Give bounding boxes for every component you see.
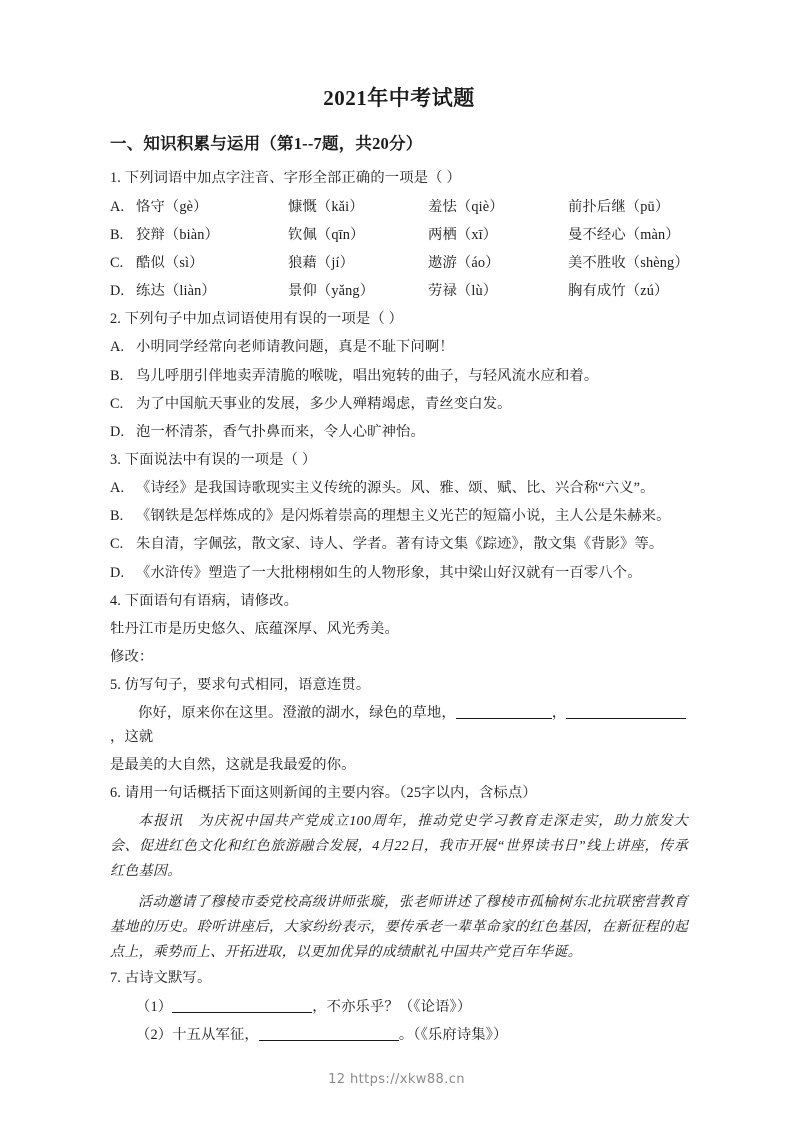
option-text: 《钢铁是怎样炼成的》是闪烁着崇高的理想主义光芒的短篇小说，主人公是朱赫来。 <box>136 508 671 525</box>
word-3: 两栖（xī） <box>428 226 498 243</box>
question-1-option-b[interactable] <box>110 224 688 247</box>
word-4: 胸有成竹（zú） <box>568 283 669 300</box>
option-text: 为了中国航天事业的发展，多少人殚精竭虑，青丝变白发。 <box>136 395 512 412</box>
word-1: 酷似（sì） <box>136 254 204 271</box>
option-label: C. <box>110 254 124 271</box>
word-1: 练达（liàn） <box>136 283 216 300</box>
question-4-text: 下面语句有语病，请修改。 <box>124 592 299 609</box>
question-4-answer-prompt[interactable]: 修改： <box>110 649 154 666</box>
word-3: 劳禄（lù） <box>428 283 498 300</box>
question-3-option-d[interactable] <box>110 562 688 585</box>
question-7-stem <box>110 967 688 990</box>
question-5-stem <box>110 674 688 697</box>
footer-watermark: 12 https://xkw88.cn <box>328 1072 465 1087</box>
option-text: 泡一杯清茶，香气扑鼻而来，令人心旷神怡。 <box>136 423 425 440</box>
page-content <box>110 86 688 1052</box>
question-7-blank-2[interactable] <box>259 1040 399 1041</box>
question-5-blank-2[interactable] <box>566 718 686 719</box>
word-4: 美不胜收（shèng） <box>568 254 689 271</box>
question-7-item-1 <box>110 996 688 1019</box>
question-3-option-a[interactable] <box>110 477 688 500</box>
word-3: 遨游（áo） <box>428 254 500 271</box>
word-2: 慷慨（kǎi） <box>288 198 364 215</box>
question-2-option-d[interactable] <box>110 421 688 444</box>
question-7-number: 7. <box>110 970 122 987</box>
question-5-body-line-2: 是最美的大自然，这就是我最爱的你。 <box>110 756 356 773</box>
word-columns <box>136 196 688 219</box>
question-1-option-d[interactable] <box>110 280 688 303</box>
question-1-option-a[interactable] <box>110 196 688 219</box>
question-6-stem <box>110 782 688 805</box>
question-7-text: 古诗文默写。 <box>124 970 212 987</box>
option-text: 《诗经》是我国诗歌现实主义传统的源头。风、雅、颂、赋、比、兴合称“六义”。 <box>136 480 655 497</box>
question-1-number: 1. <box>110 170 122 187</box>
question-5-blank-1[interactable] <box>456 718 552 719</box>
word-1: 狡辩（biàn） <box>136 226 220 243</box>
option-label: A. <box>110 198 125 215</box>
news-paragraph-1: 本报讯 为庆祝中国共产党成立100周年，推动党史学习教育走深走实，助力旅发大会、促进红色文化和红色旅游融合发展，4月22日，我市开展“世界读书日”线上讲座，传承红色基因。 <box>110 814 688 879</box>
question-4-stem <box>110 590 688 613</box>
option-text: 朱自清，字佩弦，散文家、诗人、学者。著有诗文集《踪迹》，散文集《背影》等。 <box>136 536 664 553</box>
question-5-body-part-3: ，这就 <box>110 728 154 745</box>
question-1-option-c[interactable] <box>110 252 688 275</box>
question-2-option-b[interactable] <box>110 365 688 388</box>
word-2: 景仰（yǎng） <box>288 283 375 300</box>
question-4-sentence: 牡丹江市是历史悠久、底蕴深厚、风光秀美。 <box>110 620 399 637</box>
question-7-blank-1[interactable] <box>172 1012 312 1013</box>
word-columns <box>136 224 688 247</box>
section-heading: 一、知识积累与运用（第1--7题，共20分） <box>110 134 423 154</box>
sub-item-prefix: （2） <box>136 1026 173 1043</box>
option-label: A. <box>110 339 125 356</box>
word-1: 恪守（gè） <box>136 198 208 215</box>
sub-item-after: ，不亦乐乎？（《论语》） <box>312 998 472 1015</box>
option-label: A. <box>110 480 125 497</box>
question-5-text: 仿写句子，要求句式相同，语意连贯。 <box>124 677 371 694</box>
question-6-text: 请用一句话概括下面这则新闻的主要内容。（25字以内，含标点） <box>124 784 537 801</box>
word-3: 羞怯（qiè） <box>428 198 504 215</box>
sub-item-prefix: （1） <box>136 998 173 1015</box>
question-5-separator: ， <box>551 705 567 722</box>
option-text: 鸟儿呼朋引伴地卖弄清脆的喉咙，唱出宛转的曲子，与轻风流水应和着。 <box>136 367 599 384</box>
question-6-number: 6. <box>110 784 122 801</box>
option-text: 《水浒传》塑造了一大批栩栩如生的人物形象，其中梁山好汉就有一百零八个。 <box>136 564 642 581</box>
question-1-text: 下列词语中加点字注音、字形全部正确的一项是（ ） <box>124 170 461 187</box>
question-1-stem <box>110 167 688 190</box>
option-text: 小明同学经常向老师请教问题，真是不耻下问啊！ <box>136 339 454 356</box>
question-3-option-c[interactable] <box>110 533 688 556</box>
option-label: B. <box>110 226 124 243</box>
question-2-option-a[interactable] <box>110 336 688 359</box>
word-columns <box>136 280 688 303</box>
option-label: D. <box>110 564 125 581</box>
question-2-text: 下列句子中加点词语使用有误的一项是（ ） <box>124 311 403 328</box>
question-2-stem <box>110 308 688 331</box>
sub-item-before: 十五从军征， <box>172 1026 259 1043</box>
question-7-item-2 <box>110 1024 688 1047</box>
news-paragraph-2: 活动邀请了穆棱市委党校高级讲师张璇，张老师讲述了穆棱市孤榆树东北抗联密营教育基地的历史。聆听讲座后，大家纷纷表示，要传承老一辈革命家的红色基因，在新征程的起点上，乘势而上、开拓进取，以更加优异的成绩献礼中国共产党百年华诞。 <box>110 894 688 960</box>
option-label: C. <box>110 536 124 553</box>
word-2: 狼藉（jí） <box>288 254 355 271</box>
page-title: 2021年中考试题 <box>323 86 475 110</box>
question-4-number: 4. <box>110 592 122 609</box>
sub-item-after: 。（《乐府诗集》） <box>398 1026 508 1043</box>
question-2-number: 2. <box>110 311 122 328</box>
option-label: B. <box>110 508 124 525</box>
word-2: 钦佩（qīn） <box>288 226 365 243</box>
question-2-option-c[interactable] <box>110 393 688 416</box>
question-3-stem <box>110 449 688 472</box>
option-label: B. <box>110 367 124 384</box>
question-5-number: 5. <box>110 677 122 694</box>
question-3-number: 3. <box>110 452 122 469</box>
question-3-text: 下面说法中有误的一项是（ ） <box>124 452 317 469</box>
question-3-option-b[interactable] <box>110 505 688 528</box>
word-4: 前扑后继（pū） <box>568 198 670 215</box>
option-label: D. <box>110 283 125 300</box>
option-label: D. <box>110 423 125 440</box>
question-5-body-part-1: 你好，原来你在这里。澄澈的湖水，绿色的草地， <box>138 705 456 722</box>
question-5-body-line-1 <box>110 702 688 748</box>
word-4: 曼不经心（màn） <box>568 226 680 243</box>
option-label: C. <box>110 395 124 412</box>
word-columns <box>136 252 689 275</box>
